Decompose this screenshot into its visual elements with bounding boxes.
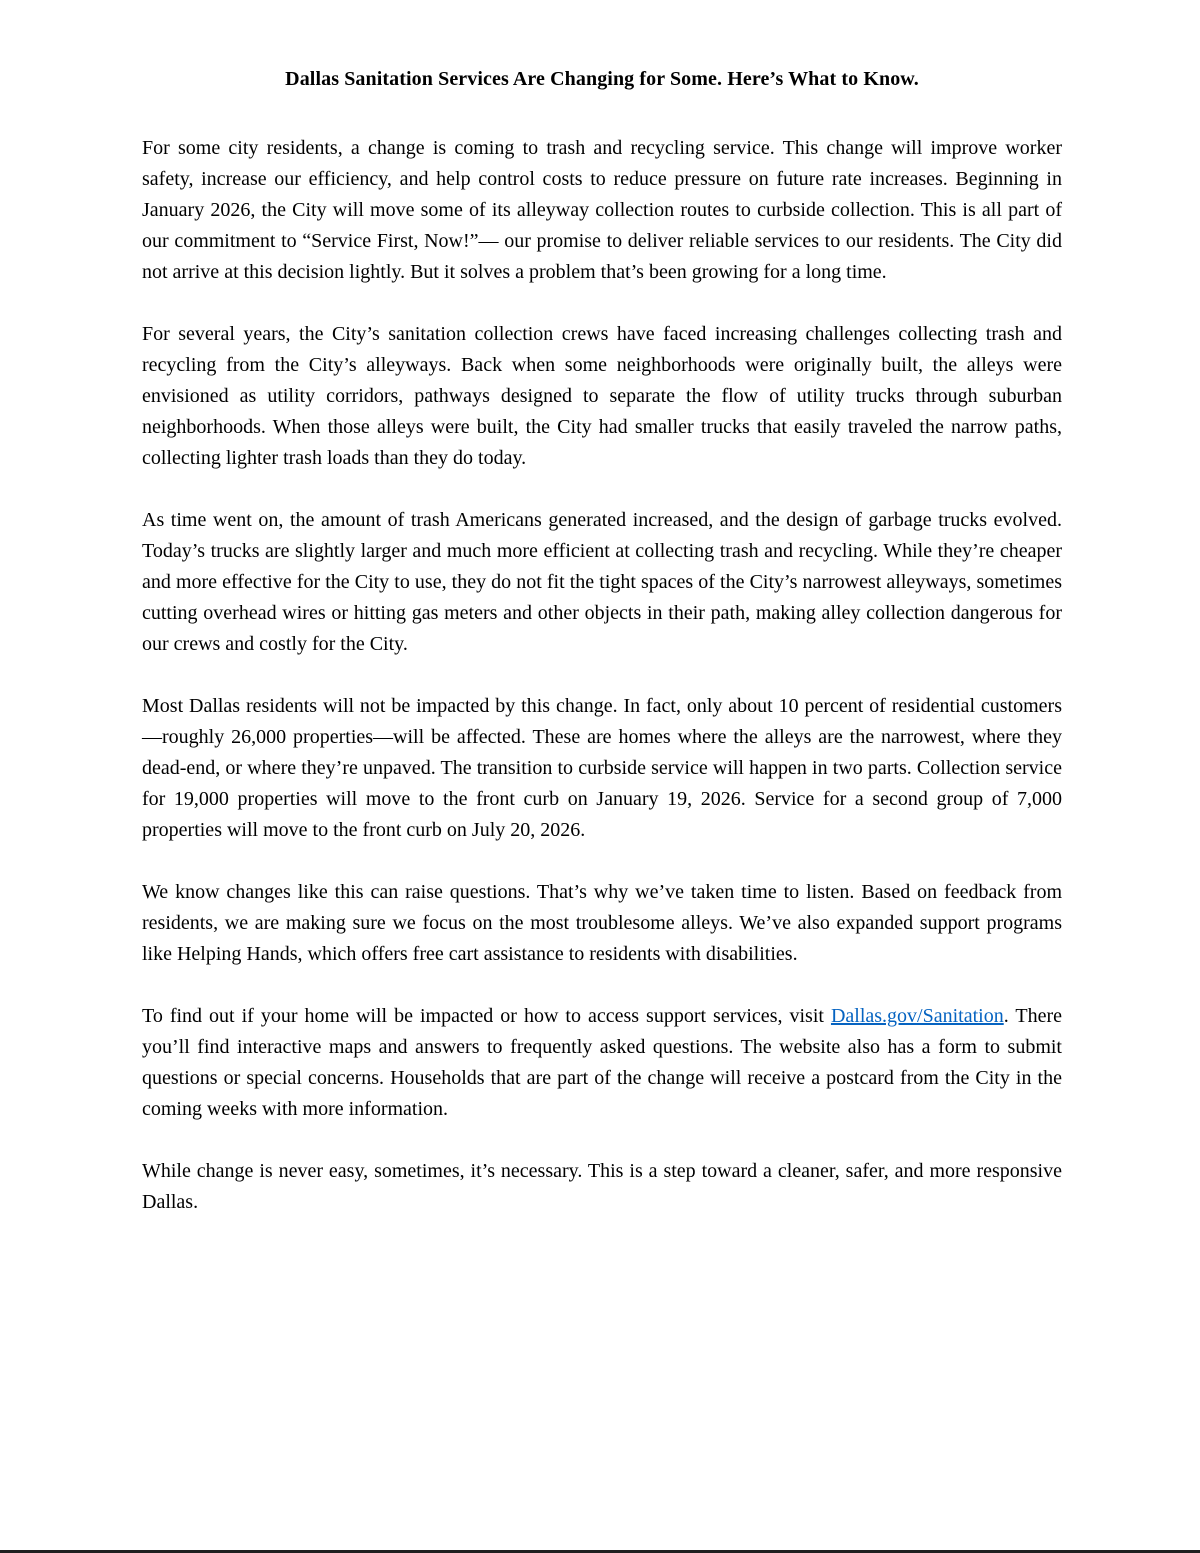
- paragraph-with-link: [142, 1001, 1062, 1125]
- paragraph-closing: While change is never easy, sometimes, it’s necessary. This is a step toward a cleaner, safer, and more responsive Dallas.: [142, 1160, 1062, 1213]
- paragraph-history: For several years, the City’s sanitation collection crews have faced increasing challenges collecting trash and recycling from the City’s alleyways. Back when some neighborhoods were originally built, the alleys were envisioned as utility corridors, pathways designed to separate the flow of utility trucks through suburban neighborhoods. When those alleys were built, the City had smaller trucks that easily traveled the narrow paths, collecting lighter trash loads than they do today.: [142, 323, 1062, 469]
- paragraph-feedback: We know changes like this can raise questions. That’s why we’ve taken time to listen. Based on feedback from residents, we are making sure we focus on the most troublesome alleys. We’ve also expanded support programs like Helping Hands, which offers free cart assistance to residents with disabilities.: [142, 881, 1062, 965]
- document-title: Dallas Sanitation Services Are Changing for Some. Here’s What to Know.: [285, 68, 919, 90]
- paragraph-impact: Most Dallas residents will not be impacted by this change. In fact, only about 10 percent of residential customers—roughly 26,000 properties—will be affected. These are homes where the alleys are the narrowest, where they dead-end, or where they’re unpaved. The transition to curbside service will happen in two parts. Collection service for 19,000 properties will move to the front curb on January 19, 2026. Service for a second group of 7,000 properties will move to the front curb on July 20, 2026.: [142, 695, 1062, 841]
- paragraph-intro: For some city residents, a change is coming to trash and recycling service. This change will improve worker safety, increase our efficiency, and help control costs to reduce pressure on future rate increases. Beginning in January 2026, the City will move some of its alleyway collection routes to curbside collection. This is all part of our commitment to “Service First, Now!”— our promise to deliver reliable services to our residents. The City did not arrive at this decision lightly. But it solves a problem that’s been growing for a long time.: [142, 137, 1062, 283]
- link-paragraph-text-before: To find out if your home will be impacted or how to access support services, visit: [142, 1005, 831, 1027]
- link-paragraph-text-after: . There you’ll find interactive maps and answers to frequently asked questions. The website also has a form to submit questions or special concerns. Households that are part of the change will receive a postcard from the City in the coming weeks with more information.: [142, 1005, 1062, 1120]
- sanitation-website-link[interactable]: Dallas.gov/Sanitation: [830, 1005, 1004, 1027]
- paragraph-trucks: As time went on, the amount of trash Americans generated increased, and the design of garbage trucks evolved. Today’s trucks are slightly larger and much more efficient at collecting trash and recycling. While they’re cheaper and more effective for the City to use, they do not fit the tight spaces of the City’s narrowest alleyways, sometimes cutting overhead wires or hitting gas meters and other objects in their path, making alley collection dangerous for our crews and costly for the City.: [142, 509, 1062, 655]
